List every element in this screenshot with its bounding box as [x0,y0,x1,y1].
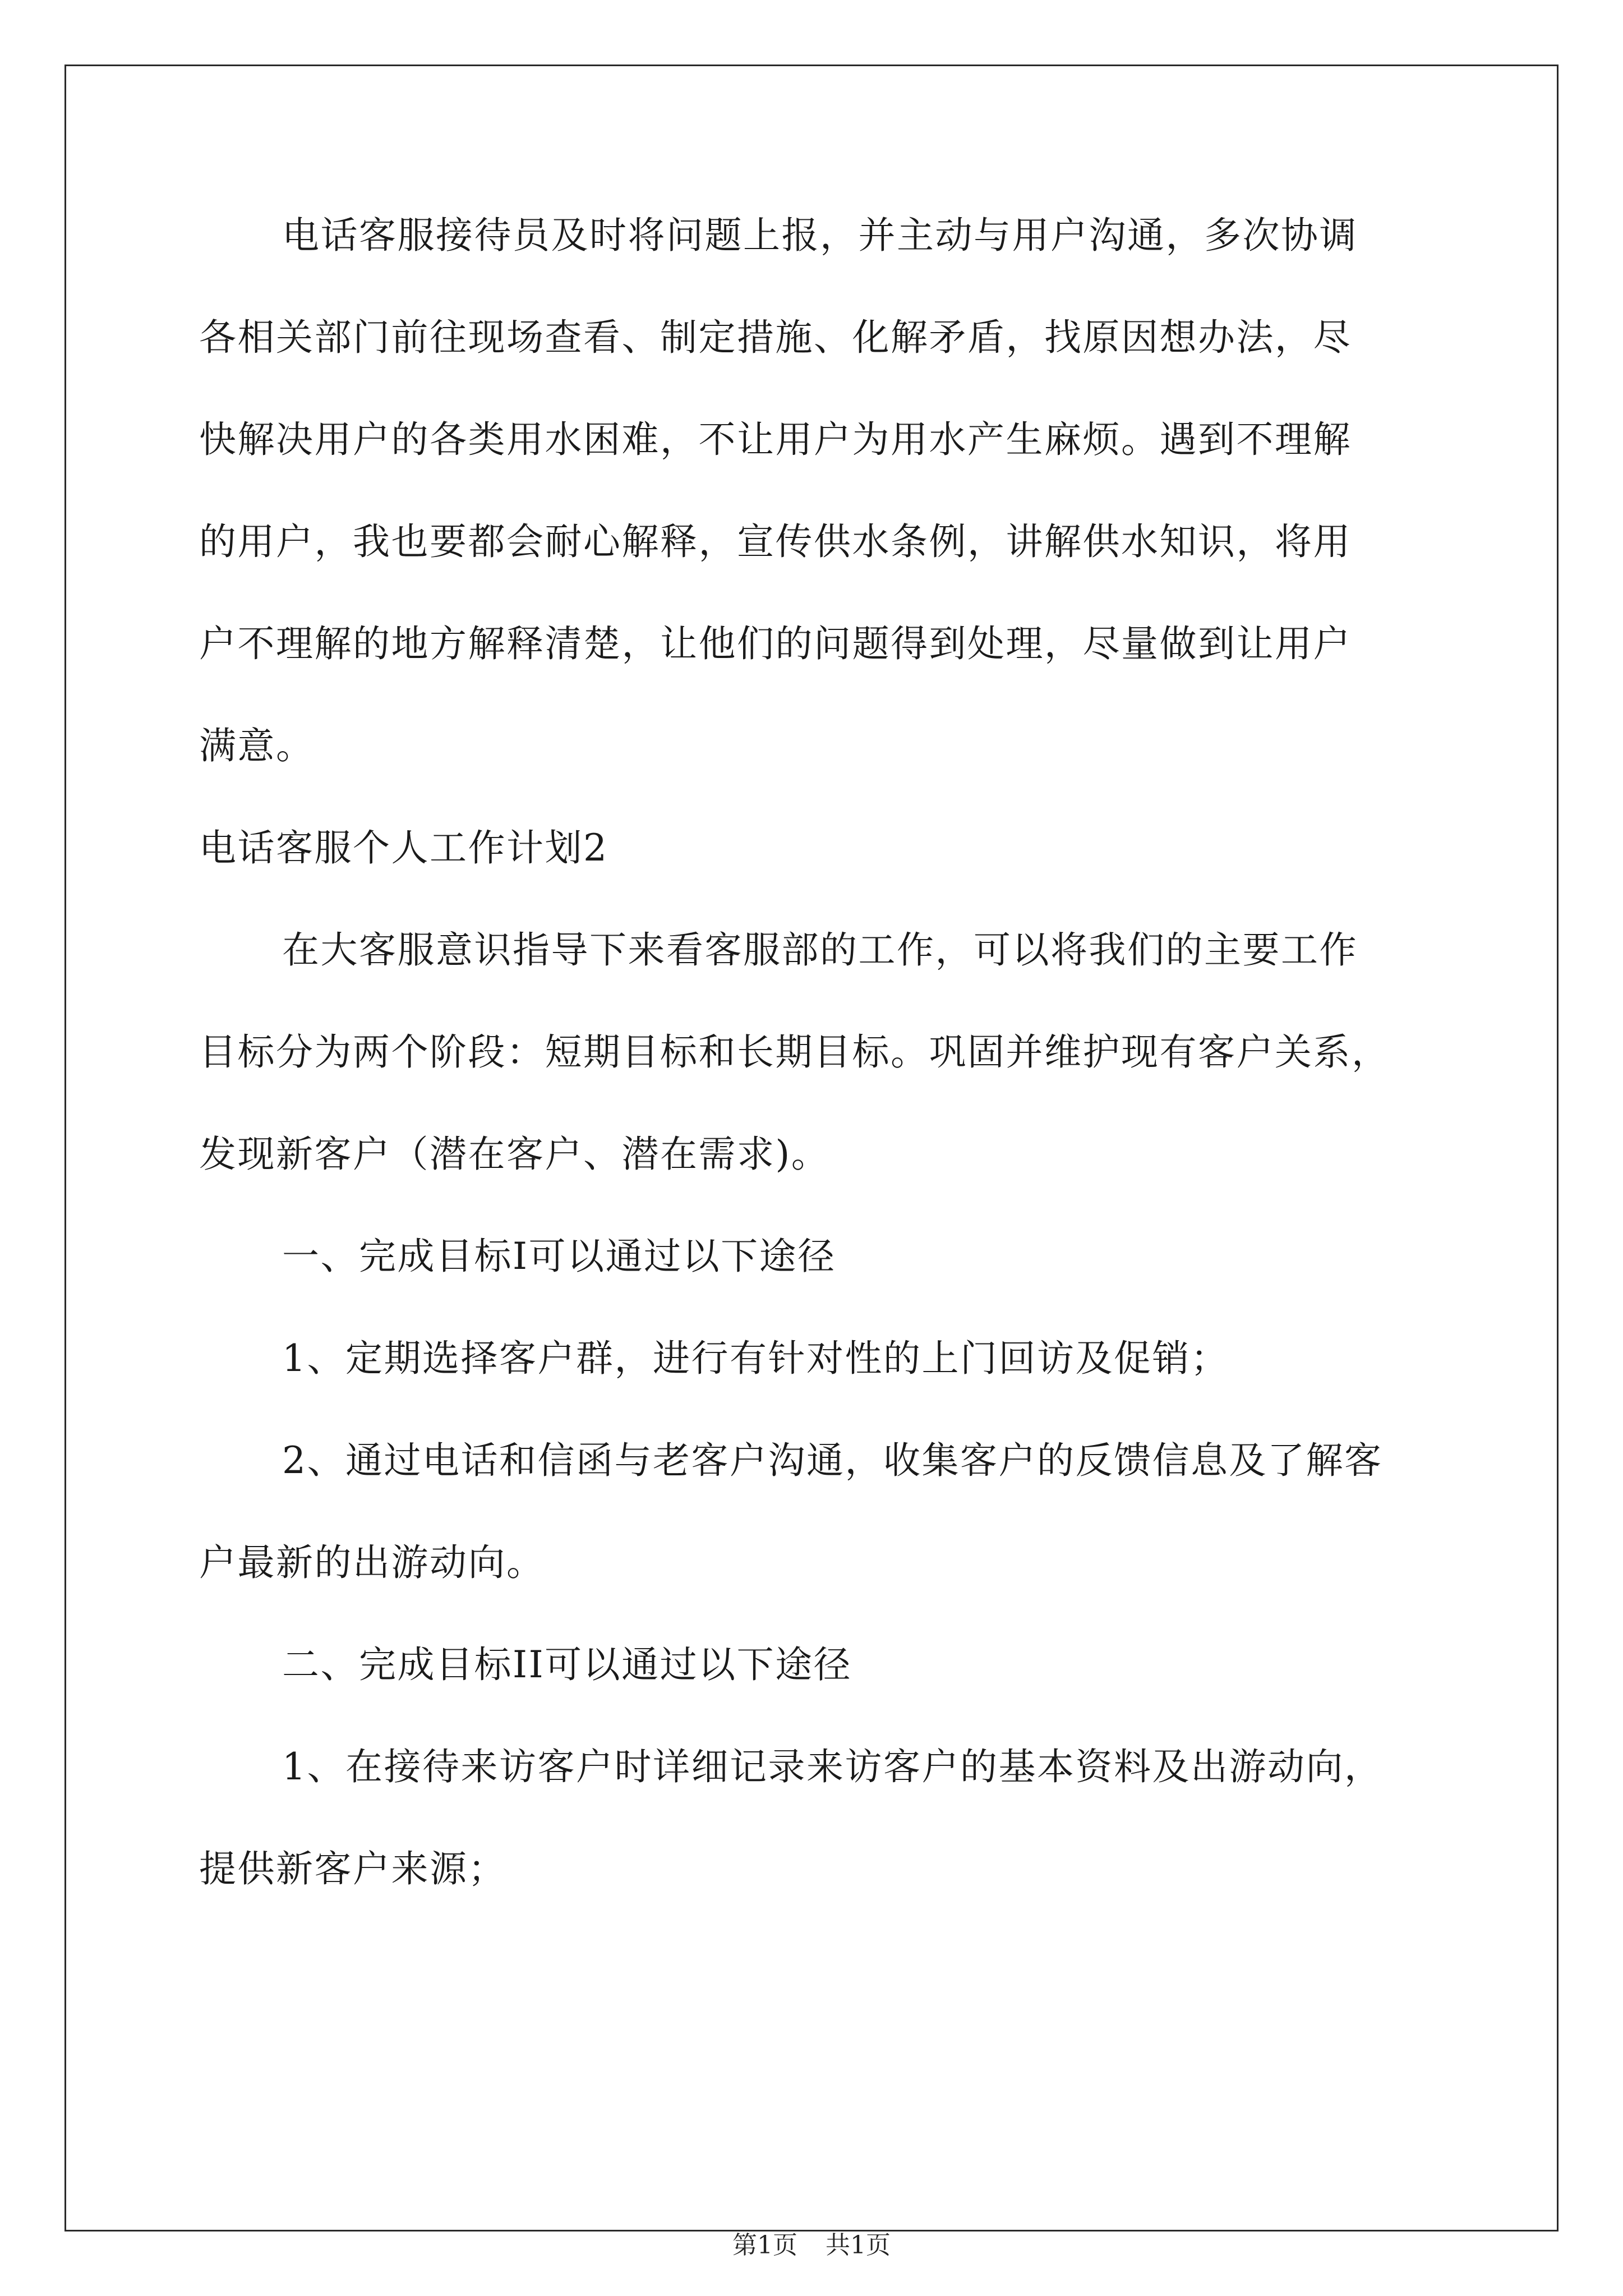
list-item-1-1: 1、定期选择客户群，进行有针对性的上门回访及促销； [282,1337,1229,1380]
paragraph-1-line-6: 满意。 [199,724,315,767]
paragraph-1-line-5: 户不理解的地方解释清楚，让他们的问题得到处理，尽量做到让用户 [199,622,1352,665]
paragraph-1-line-2: 各相关部门前往现场查看、制定措施、化解矛盾，找原因想办法，尽 [199,316,1352,359]
heading-goal-2: 二、完成目标II可以通过以下途径 [282,1643,852,1686]
paragraph-2-line-3: 发现新客户（潜在客户、潜在需求)。 [199,1133,830,1176]
paragraph-1-line-3: 快解决用户的各类用水困难，不让用户为用水产生麻烦。遇到不理解 [199,418,1352,461]
page-footer [0,2230,1623,2261]
list-item-2-1-line-2: 提供新客户来源； [199,1847,506,1890]
list-item-1-2-line-1: 2、通过电话和信函与老客户沟通，收集客户的反馈信息及了解客 [282,1439,1383,1482]
list-item-2-1-line-1: 1、在接待来访客户时详细记录来访客户的基本资料及出游动向， [282,1745,1383,1788]
paragraph-1-line-1: 电话客服接待员及时将问题上报，并主动与用户沟通，多次协调 [282,214,1358,257]
heading-goal-1: 一、完成目标I可以通过以下途径 [282,1235,836,1278]
list-item-1-2-line-2: 户最新的出游动向。 [199,1541,545,1584]
page-total: 共1页 [826,2231,891,2260]
section-title: 电话客服个人工作计划2 [199,826,608,869]
page-number: 第1页 [732,2231,797,2260]
paragraph-2-line-2: 目标分为两个阶段：短期目标和长期目标。巩固并维护现有客户关系， [199,1030,1390,1074]
paragraph-2-line-1: 在大客服意识指导下来看客服部的工作，可以将我们的主要工作 [282,928,1358,972]
paragraph-1-line-4: 的用户，我也要都会耐心解释，宣传供水条例，讲解供水知识，将用 [199,520,1352,563]
